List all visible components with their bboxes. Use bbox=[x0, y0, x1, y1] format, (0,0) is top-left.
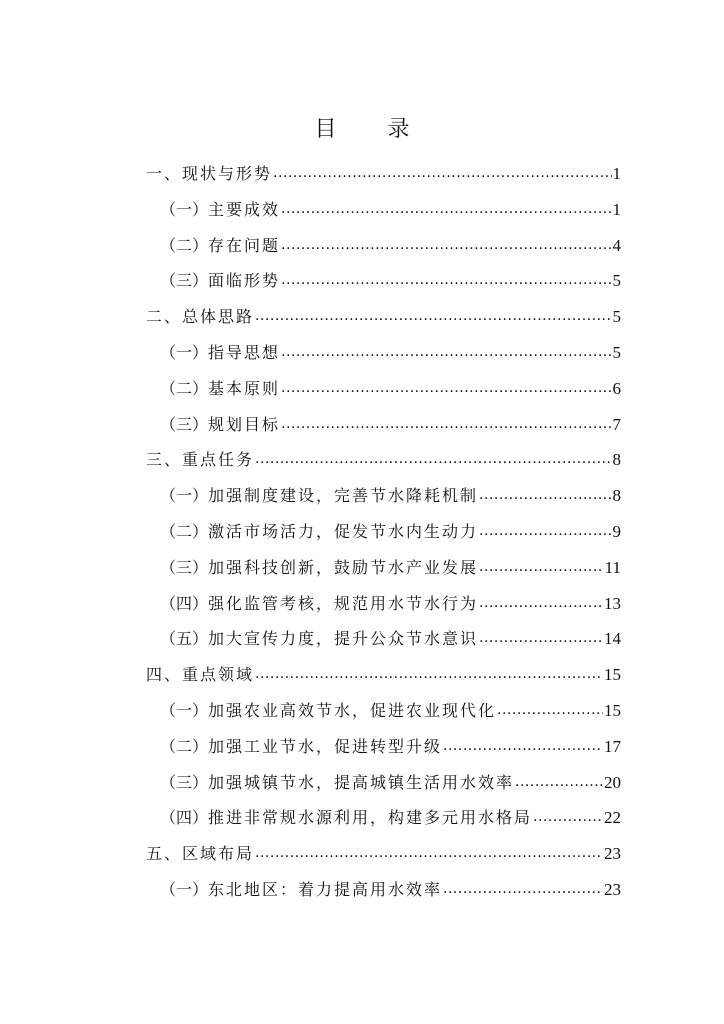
toc-entry[interactable] bbox=[160, 623, 621, 649]
toc-entry-page-number: 22 bbox=[604, 808, 621, 828]
toc-entry[interactable] bbox=[160, 337, 621, 363]
toc-entry-page-number: 5 bbox=[612, 307, 621, 327]
toc-leader-dots bbox=[273, 162, 611, 184]
toc-leader-dots bbox=[479, 484, 611, 506]
toc-entry[interactable] bbox=[160, 516, 621, 542]
toc-entry-number: （四） bbox=[160, 593, 209, 613]
toc-entry[interactable] bbox=[146, 838, 621, 864]
toc-leader-dots bbox=[533, 806, 603, 828]
toc-leader-dots bbox=[443, 735, 603, 757]
toc-entry-label: 加强工业节水，促进转型升级 bbox=[208, 736, 443, 756]
toc-entry-label: 强化监管考核，规范用水节水行为 bbox=[208, 593, 479, 613]
toc-entry-label: 区域布局 bbox=[182, 844, 255, 864]
toc-entry-page-number: 7 bbox=[612, 414, 621, 434]
toc-entry-page-number: 5 bbox=[612, 271, 621, 291]
toc-entry[interactable] bbox=[160, 802, 621, 828]
toc-entry[interactable] bbox=[146, 444, 621, 470]
toc-entry-page-number: 4 bbox=[612, 235, 621, 255]
toc-entry-number: （一） bbox=[160, 701, 209, 720]
toc-entry-page-number: 15 bbox=[604, 701, 621, 720]
toc-leader-dots bbox=[479, 592, 603, 614]
toc-entry-number: （五） bbox=[160, 629, 209, 649]
toc-leader-dots bbox=[281, 269, 611, 291]
toc-entry[interactable] bbox=[160, 767, 621, 793]
toc-leader-dots bbox=[443, 878, 603, 900]
toc-entry[interactable] bbox=[160, 731, 621, 757]
toc-leader-dots bbox=[281, 341, 611, 363]
toc-entry-label: 面临形势 bbox=[208, 271, 281, 291]
toc-entry-page-number: 5 bbox=[612, 343, 621, 362]
toc-entry[interactable] bbox=[146, 301, 621, 327]
toc-leader-dots bbox=[281, 413, 611, 435]
toc-title: 目 录 bbox=[314, 117, 432, 142]
toc-entry[interactable] bbox=[160, 265, 621, 291]
toc-entry-label: 加强科技创新，鼓励节水产业发展 bbox=[208, 557, 479, 577]
toc-entry-label: 重点领域 bbox=[182, 665, 255, 685]
toc-entry[interactable] bbox=[160, 409, 621, 435]
toc-entry-page-number: 1 bbox=[612, 164, 621, 183]
toc-entry-label: 指导思想 bbox=[208, 343, 281, 362]
toc-leader-dots bbox=[281, 234, 611, 256]
toc-entry[interactable] bbox=[146, 158, 621, 184]
toc-entry-page-number: 6 bbox=[612, 378, 621, 398]
toc-leader-dots bbox=[479, 520, 611, 542]
toc-entry-number: 五、 bbox=[146, 844, 183, 864]
toc-entry-number: （二） bbox=[160, 736, 209, 756]
toc-entry-page-number: 17 bbox=[604, 736, 621, 756]
toc-entry-page-number: 15 bbox=[604, 665, 621, 685]
toc-entry-label: 推进非常规水源利用，构建多元用水格局 bbox=[208, 808, 533, 828]
toc-entry[interactable] bbox=[160, 552, 621, 578]
toc-entry-number: 四、 bbox=[146, 665, 183, 685]
toc-leader-dots bbox=[497, 699, 603, 721]
toc-entry-label: 主要成效 bbox=[208, 199, 281, 219]
toc-entry-number: 一、 bbox=[146, 164, 183, 183]
toc-entry-number: 二、 bbox=[146, 307, 183, 327]
toc-entry-number: （三） bbox=[160, 414, 209, 434]
toc-entry-number: （二） bbox=[160, 522, 209, 541]
toc-entry-number: （二） bbox=[160, 235, 209, 255]
toc-entry-page-number: 20 bbox=[604, 772, 621, 792]
toc-leader-dots bbox=[479, 556, 604, 578]
toc-entry-label: 重点任务 bbox=[182, 450, 255, 470]
toc-entry-label: 加强制度建设，完善节水降耗机制 bbox=[208, 486, 479, 506]
toc-leader-dots bbox=[479, 627, 603, 649]
toc-entry-label: 东北地区：着力提高用水效率 bbox=[208, 880, 443, 899]
toc-entry-page-number: 9 bbox=[612, 522, 621, 541]
toc-entry-page-number: 13 bbox=[604, 593, 621, 613]
toc-entry-page-number: 8 bbox=[612, 450, 621, 470]
toc-leader-dots bbox=[255, 448, 611, 470]
toc-entry-page-number: 23 bbox=[604, 880, 621, 899]
toc-entry-number: 三、 bbox=[146, 450, 183, 470]
toc-entry-number: （三） bbox=[160, 557, 209, 577]
toc-entry-label: 存在问题 bbox=[208, 235, 281, 255]
toc-leader-dots bbox=[515, 771, 603, 793]
toc-entry[interactable] bbox=[160, 373, 621, 399]
toc-entry-number: （一） bbox=[160, 486, 209, 506]
toc-entry[interactable] bbox=[160, 480, 621, 506]
toc-leader-dots bbox=[281, 198, 611, 220]
toc-entry-number: （三） bbox=[160, 772, 209, 792]
toc-entry-page-number: 1 bbox=[612, 199, 621, 219]
toc-entry-label: 规划目标 bbox=[208, 414, 281, 434]
toc-entry-page-number: 23 bbox=[604, 844, 621, 864]
toc-leader-dots bbox=[255, 305, 611, 327]
toc-entry-label: 加强农业高效节水，促进农业现代化 bbox=[208, 701, 497, 720]
toc-entry-label: 加大宣传力度，提升公众节水意识 bbox=[208, 629, 479, 649]
toc-entry-page-number: 14 bbox=[604, 629, 621, 649]
toc-entry-number: （四） bbox=[160, 808, 209, 828]
toc-entry-number: （二） bbox=[160, 378, 209, 398]
toc-entry-number: （一） bbox=[160, 343, 209, 362]
toc-entry[interactable] bbox=[160, 874, 621, 900]
toc-entry-label: 基本原则 bbox=[208, 378, 281, 398]
toc-entry[interactable] bbox=[160, 230, 621, 256]
toc-leader-dots bbox=[281, 377, 611, 399]
toc-entry-number: （三） bbox=[160, 271, 209, 291]
toc-entry-label: 现状与形势 bbox=[182, 164, 273, 183]
toc-entry-label: 激活市场活力，促发节水内生动力 bbox=[208, 522, 479, 541]
toc-entry-number: （一） bbox=[160, 880, 209, 899]
toc-entry-page-number: 11 bbox=[604, 557, 621, 577]
toc-leader-dots bbox=[255, 842, 603, 864]
toc-entry[interactable] bbox=[160, 194, 621, 220]
toc-entry-number: （一） bbox=[160, 199, 209, 219]
toc-leader-dots bbox=[255, 663, 603, 685]
toc-entry-label: 总体思路 bbox=[182, 307, 255, 327]
toc-entry[interactable] bbox=[146, 659, 621, 685]
toc-entry-page-number: 8 bbox=[612, 486, 621, 506]
toc-entry[interactable] bbox=[160, 695, 621, 721]
toc-entry-label: 加强城镇节水，提高城镇生活用水效率 bbox=[208, 772, 515, 792]
toc-entry[interactable] bbox=[160, 588, 621, 614]
